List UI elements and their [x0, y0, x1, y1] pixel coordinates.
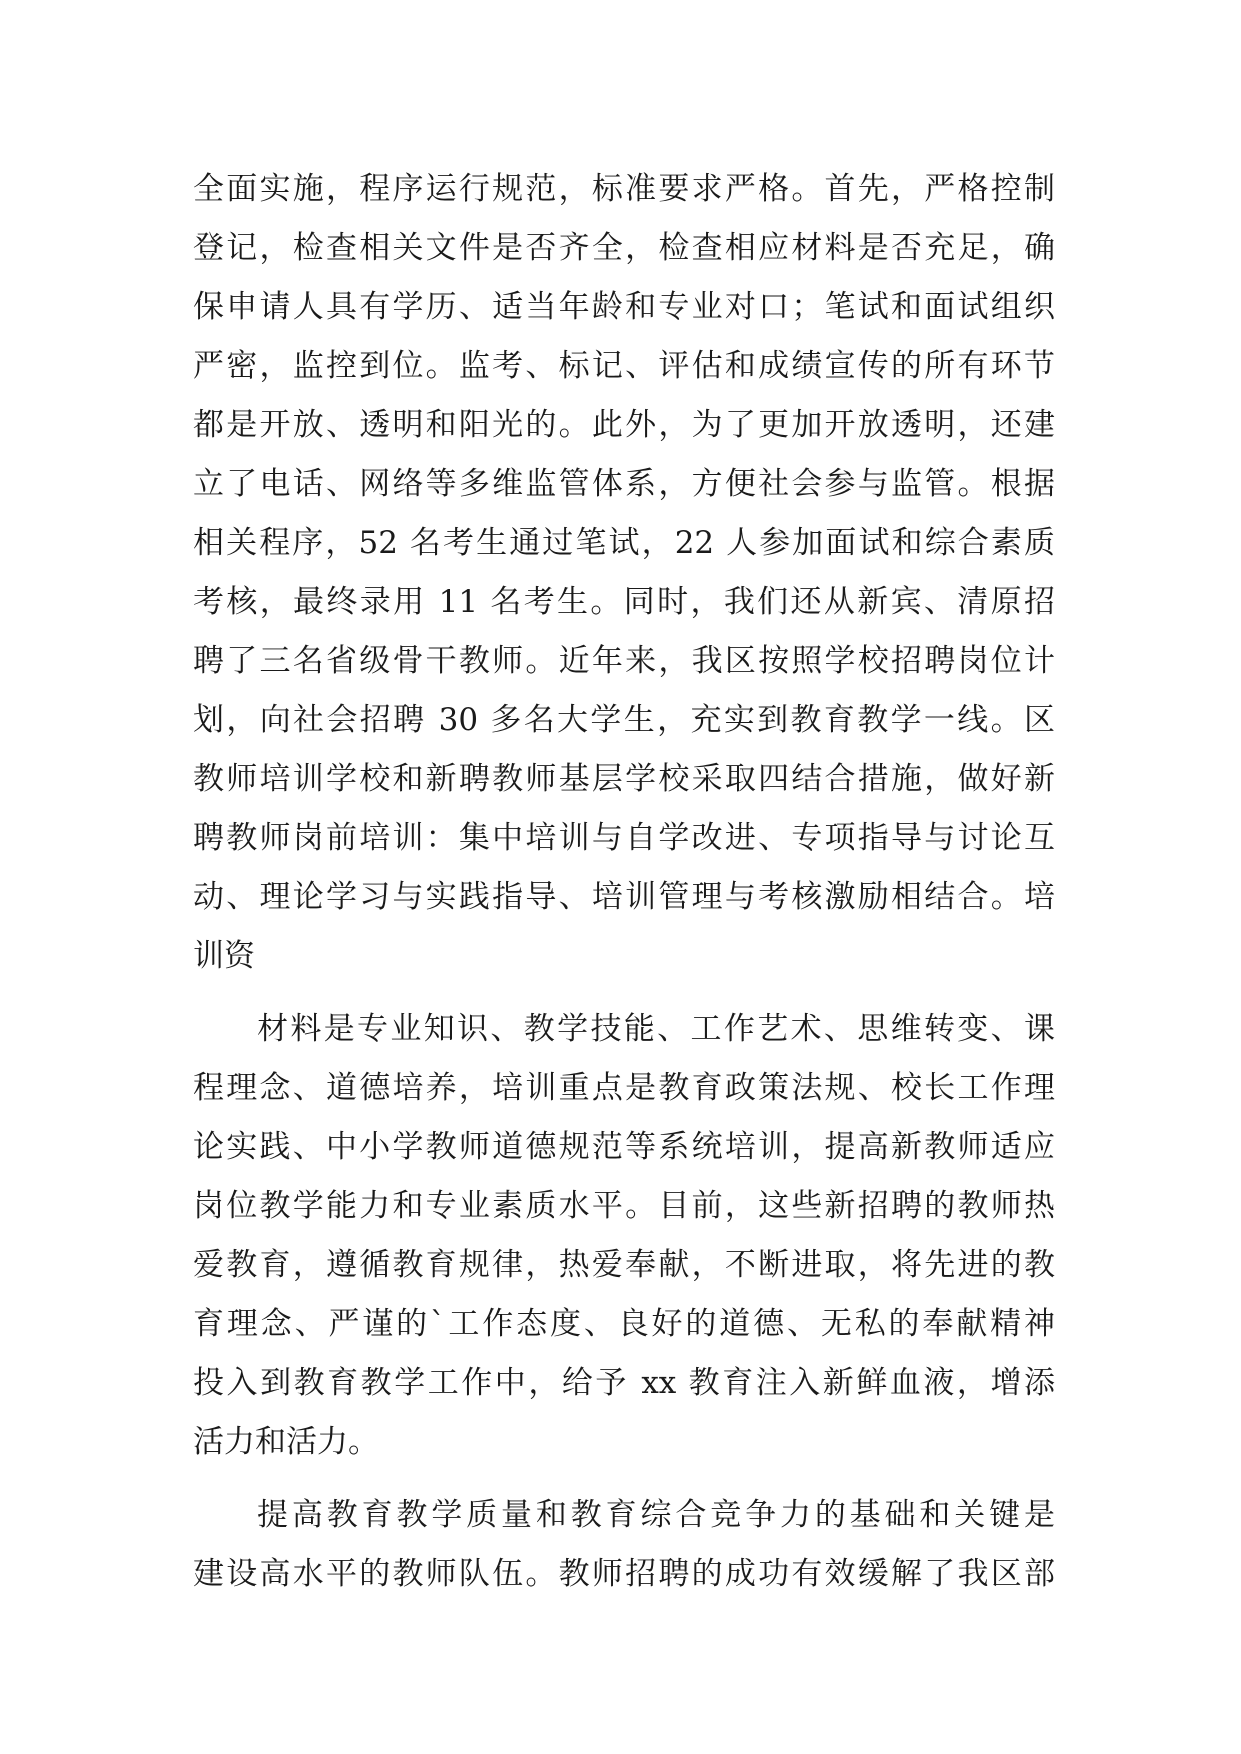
text-line: 聘了三名省级骨干教师。近年来，我区按照学校招聘岗位计	[193, 643, 1055, 679]
text-line: 训资	[193, 938, 255, 974]
text-line: 保申请人具有学历、适当年龄和专业对口；笔试和面试组织	[193, 289, 1055, 325]
text-line: 活力和活力。	[193, 1424, 379, 1460]
text-line: 投入到教育教学工作中，给予 xx 教育注入新鲜血液，增添	[193, 1365, 1055, 1401]
text-line: 材料是专业知识、教学技能、工作艺术、思维转变、课	[257, 1011, 1055, 1047]
text-line: 登记，检查相关文件是否齐全，检查相应材料是否充足，确	[193, 230, 1055, 266]
text-line: 程理念、道德培养，培训重点是教育政策法规、校长工作理	[193, 1070, 1055, 1106]
text-line: 考核，最终录用 11 名考生。同时，我们还从新宾、清原招	[193, 584, 1055, 620]
document-body	[193, 160, 1055, 1604]
text-line: 爱教育，遵循教育规律，热爱奉献，不断进取，将先进的教	[193, 1247, 1055, 1283]
text-line: 立了电话、网络等多维监管体系，方便社会参与监管。根据	[193, 466, 1055, 502]
text-line: 严密，监控到位。监考、标记、评估和成绩宣传的所有环节	[193, 348, 1055, 384]
text-line: 划，向社会招聘 30 多名大学生，充实到教育教学一线。区	[193, 702, 1055, 738]
paragraph	[193, 1486, 1055, 1604]
paragraph	[193, 1000, 1055, 1472]
text-line: 建设高水平的教师队伍。教师招聘的成功有效缓解了我区部	[193, 1556, 1055, 1592]
paragraph	[193, 160, 1055, 986]
text-line: 动、理论学习与实践指导、培训管理与考核激励相结合。培	[193, 879, 1055, 915]
text-line: 提高教育教学质量和教育综合竞争力的基础和关键是	[257, 1497, 1055, 1533]
text-line: 教师培训学校和新聘教师基层学校采取四结合措施，做好新	[193, 761, 1055, 797]
text-line: 全面实施，程序运行规范，标准要求严格。首先，严格控制	[193, 171, 1055, 207]
paragraph-gap	[193, 1472, 1055, 1486]
text-line: 相关程序，52 名考生通过笔试，22 人参加面试和综合素质	[193, 525, 1055, 561]
text-line: 育理念、严谨的`工作态度、良好的道德、无私的奉献精神	[193, 1306, 1055, 1342]
paragraph-gap	[193, 986, 1055, 1000]
text-line: 岗位教学能力和专业素质水平。目前，这些新招聘的教师热	[193, 1188, 1055, 1224]
text-line: 论实践、中小学教师道德规范等系统培训，提高新教师适应	[193, 1129, 1055, 1165]
text-line: 都是开放、透明和阳光的。此外，为了更加开放透明，还建	[193, 407, 1055, 443]
text-line: 聘教师岗前培训：集中培训与自学改进、专项指导与讨论互	[193, 820, 1055, 856]
